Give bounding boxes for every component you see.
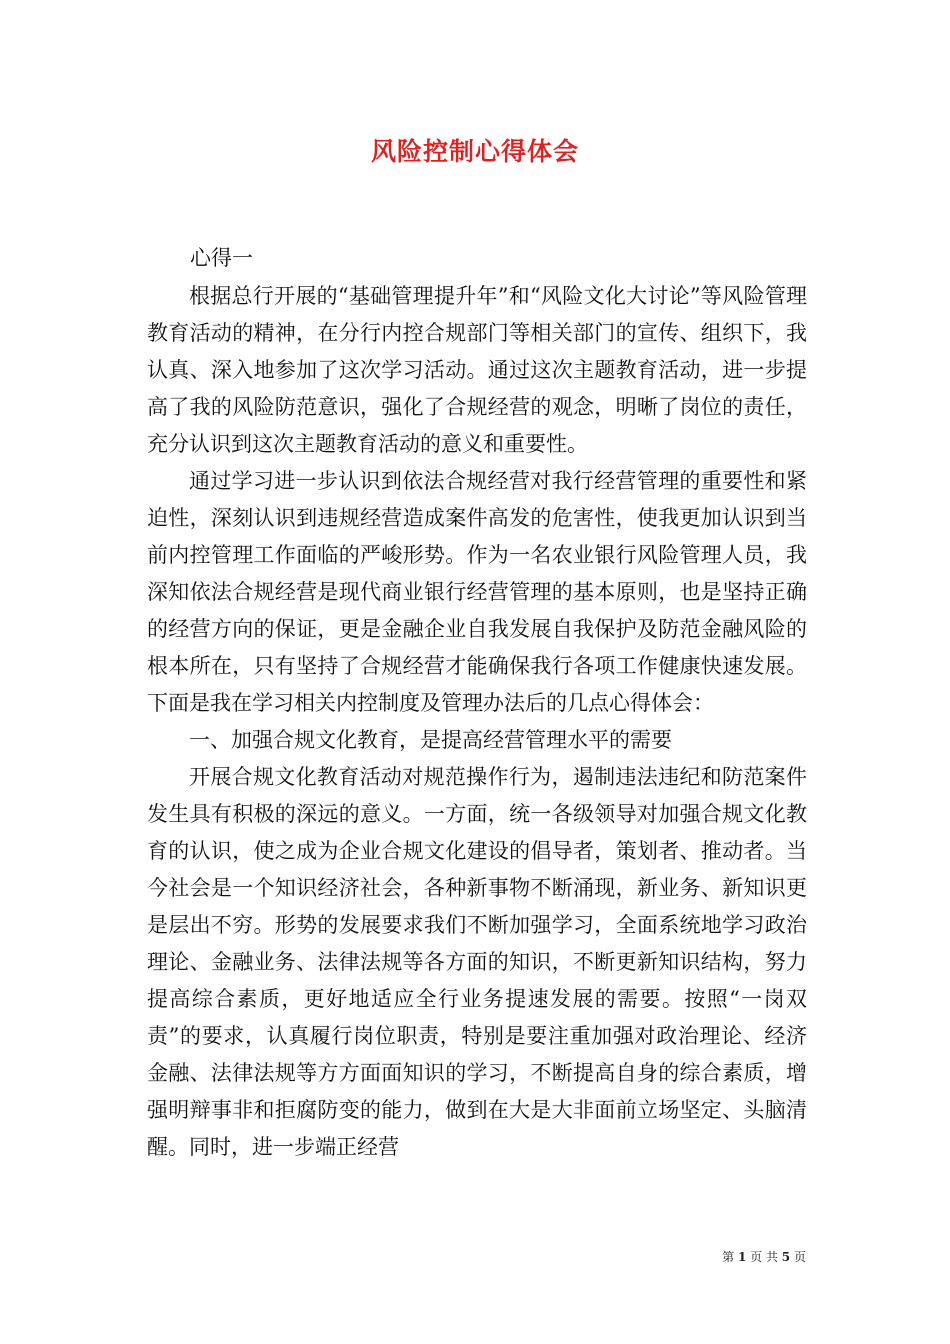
total-page-number: 5 [781,1250,791,1264]
document-body [147,278,807,1166]
section-heading: 心得一 [190,246,253,270]
document-title: 风险控制心得体会 [370,137,579,166]
subheading-1: 一、加强合规文化教育，是提高经营管理水平的需要 [189,728,672,752]
footer-middle: 页 共 [750,1250,778,1264]
footer-prefix: 第 [722,1250,735,1264]
current-page-number: 1 [737,1250,747,1264]
footer-suffix: 页 [793,1250,806,1264]
paragraph-2: 通过学习进一步认识到依法合规经营对我行经营管理的重要性和紧迫性，深刻认识到违规经营造成案件高发的危害性，使我更加认识到当前内控管理工作面临的严峻形势。作为一名农业银行风险管理人员，我深知依法合规经营是现代商业银行经营管理的基本原则，也是坚持正确的经营方向的保证，更是金融企业自我发展自我保护及防范金融风险的根本所在，只有坚持了合规经营才能确保我行各项工作健康快速发展。下面是我在学习相关内控制度及管理办法后的几点心得体会： [147,469,807,715]
paragraph-1: 根据总行开展的“基础管理提升年”和“风险文化大讨论”等风险管理教育活动的精神，在分行内控合规部门等相关部门的宣传、组织下，我认真、深入地参加了这次学习活动。通过这次主题教育活动，进一步提高了我的风险防范意识，强化了合规经营的观念，明晰了岗位的责任，充分认识到这次主题教育活动的意义和重要性。 [147,284,807,456]
page-footer [722,1248,806,1265]
paragraph-3: 开展合规文化教育活动对规范操作行为，遏制违法违纪和防范案件发生具有积极的深远的意义。一方面，统一各级领导对加强合规文化教育的认识，使之成为企业合规文化建设的倡导者，策划者、推动者。当今社会是一个知识经济社会，各种新事物不断涌现，新业务、新知识更是层出不穷。形势的发展要求我们不断加强学习，全面系统地学习政治理论、金融业务、法律法规等各方面的知识，不断更新知识结构，努力提高综合素质，更好地适应全行业务提速发展的需要。按照“一岗双责”的要求，认真履行岗位职责，特别是要注重加强对政治理论、经济金融、法律法规等方方面面知识的学习，不断提高自身的综合素质，增强明辩事非和拒腐防变的能力，做到在大是大非面前立场坚定、头脑清醒。同时，进一步端正经营 [147,765,807,1159]
